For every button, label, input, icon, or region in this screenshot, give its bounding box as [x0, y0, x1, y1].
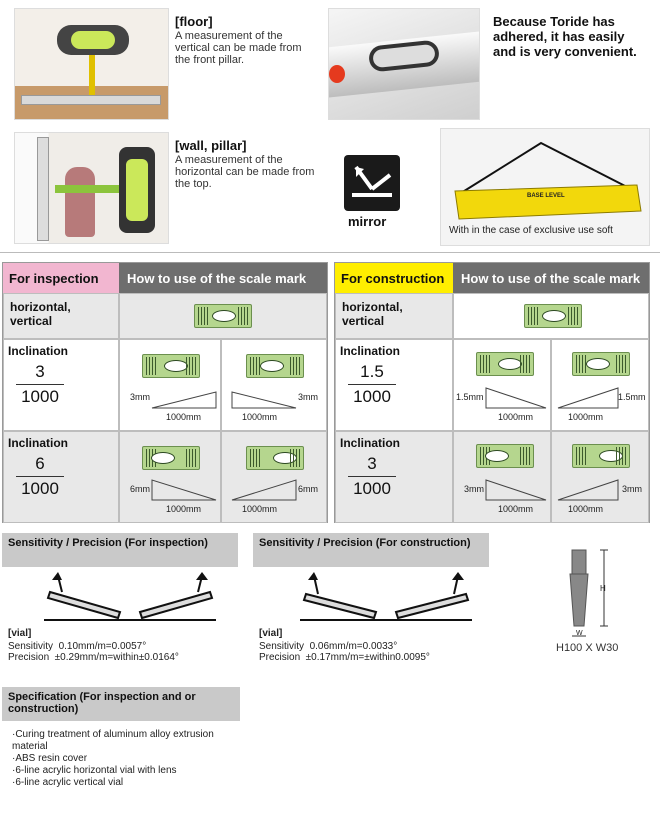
sens-construction-precision: Precision ±0.17mm/m=±within0.0095°: [259, 652, 430, 663]
vial-icon: [194, 304, 252, 328]
wall-text: A measurement of the horizontal can be made from the top.: [175, 154, 315, 190]
vial-zoom: [57, 25, 129, 55]
slope-base: 1000mm: [498, 412, 534, 422]
slope-right-mm: 1.5mm: [618, 392, 646, 402]
inspection-tag: For inspection: [3, 263, 119, 293]
inspection-head: How to use of the scale mark: [119, 263, 327, 293]
slope-base: 1000mm: [568, 412, 604, 422]
dimension-w: W: [576, 630, 583, 637]
construction-row1-label: horizontal, vertical: [342, 300, 403, 328]
case-brand: BASE LEVEL: [527, 193, 565, 199]
inspection-row1-label: horizontal, vertical: [10, 300, 71, 328]
wall-photo: [14, 132, 169, 244]
inspection-table: [2, 262, 328, 523]
list-item: ·ABS resin cover: [12, 753, 88, 764]
vial-icon: [142, 354, 200, 378]
vial-icon: [572, 444, 630, 468]
vial-icon: [246, 446, 304, 470]
spec-list: [12, 729, 232, 789]
slope-right-mm: 3mm: [622, 484, 642, 494]
mirror-icon: [344, 155, 400, 211]
slope-base: 1000mm: [166, 412, 202, 422]
vial-icon: [476, 352, 534, 376]
sens-construction-sensitivity: Sensitivity 0.06mm/m=0.0033°: [259, 641, 398, 652]
inclination-label: Inclination: [340, 344, 400, 358]
inclination-label: Inclination: [340, 436, 400, 450]
construction-table: [334, 262, 650, 523]
mirror-label: mirror: [348, 214, 387, 229]
sens-inspection-vial: [vial]: [8, 628, 32, 639]
inclination-label: Inclination: [8, 344, 68, 358]
slope-base: 1000mm: [242, 504, 278, 514]
vial-icon: [524, 304, 582, 328]
dimension-text: H100 X W30: [556, 642, 619, 654]
inclination-fraction: $\frac{6}{1000}$: [16, 454, 64, 499]
construction-head: How to use of the scale mark: [453, 263, 649, 293]
list-item: ·Curing treatment of aluminum alloy extrusion material: [12, 729, 214, 752]
slope-base: 1000mm: [568, 504, 604, 514]
construction-tag: For construction: [335, 263, 453, 293]
inclination-label: Inclination: [8, 436, 68, 450]
sens-inspection-precision: Precision ±0.29mm/m=within±0.0164°: [8, 652, 179, 663]
floor-photo: [14, 8, 169, 120]
vial-icon: [142, 446, 200, 470]
slope-left-mm: 1.5mm: [456, 392, 484, 402]
sens-inspection-head: Sensitivity / Precision (For inspection): [2, 533, 238, 567]
slope-base: 1000mm: [242, 412, 278, 422]
dimension-diagram: [560, 548, 610, 640]
slope-left-mm: 3mm: [464, 484, 484, 494]
inclination-fraction: $\frac{3}{1000}$: [16, 362, 64, 407]
vial-icon: [246, 354, 304, 378]
toride-photo: [328, 8, 480, 120]
case-photo: [440, 128, 650, 246]
list-item: ·6-line acrylic vertical vial: [12, 777, 124, 788]
sens-construction-diagram: [296, 570, 476, 626]
toride-text: Because Toride has adhered, it has easily and is very convenient.: [493, 14, 637, 59]
slope-base: 1000mm: [166, 504, 202, 514]
floor-text: A measurement of the vertical can be made from the front pillar.: [175, 30, 302, 66]
slope-right-mm: 6mm: [298, 484, 318, 494]
inclination-fraction: $\frac{1.5}{1000}$: [348, 362, 396, 407]
wall-title: [wall, pillar]: [175, 138, 247, 153]
vial-icon: [476, 444, 534, 468]
sens-inspection-sensitivity: Sensitivity 0.10mm/m=0.0057°: [8, 641, 147, 652]
vial-icon: [572, 352, 630, 376]
sens-construction-vial: [vial]: [259, 628, 283, 639]
slope-right-mm: 3mm: [298, 392, 318, 402]
slope-left-mm: 6mm: [130, 484, 150, 494]
level-bar: [21, 95, 161, 105]
sens-inspection-diagram: [40, 570, 220, 626]
sens-construction-head: Sensitivity / Precision (For construction): [253, 533, 489, 567]
slope-base: 1000mm: [498, 504, 534, 514]
slope-left-mm: 3mm: [130, 392, 150, 402]
case-caption: With in the case of exclusive use soft: [449, 225, 613, 236]
spec-head: Specification (For inspection and or construction): [2, 687, 240, 721]
floor-title: [floor]: [175, 14, 213, 29]
inclination-fraction: $\frac{3}{1000}$: [348, 454, 396, 499]
dimension-h: H: [600, 584, 606, 593]
list-item: ·6-line acrylic horizontal vial with lens: [12, 765, 177, 776]
